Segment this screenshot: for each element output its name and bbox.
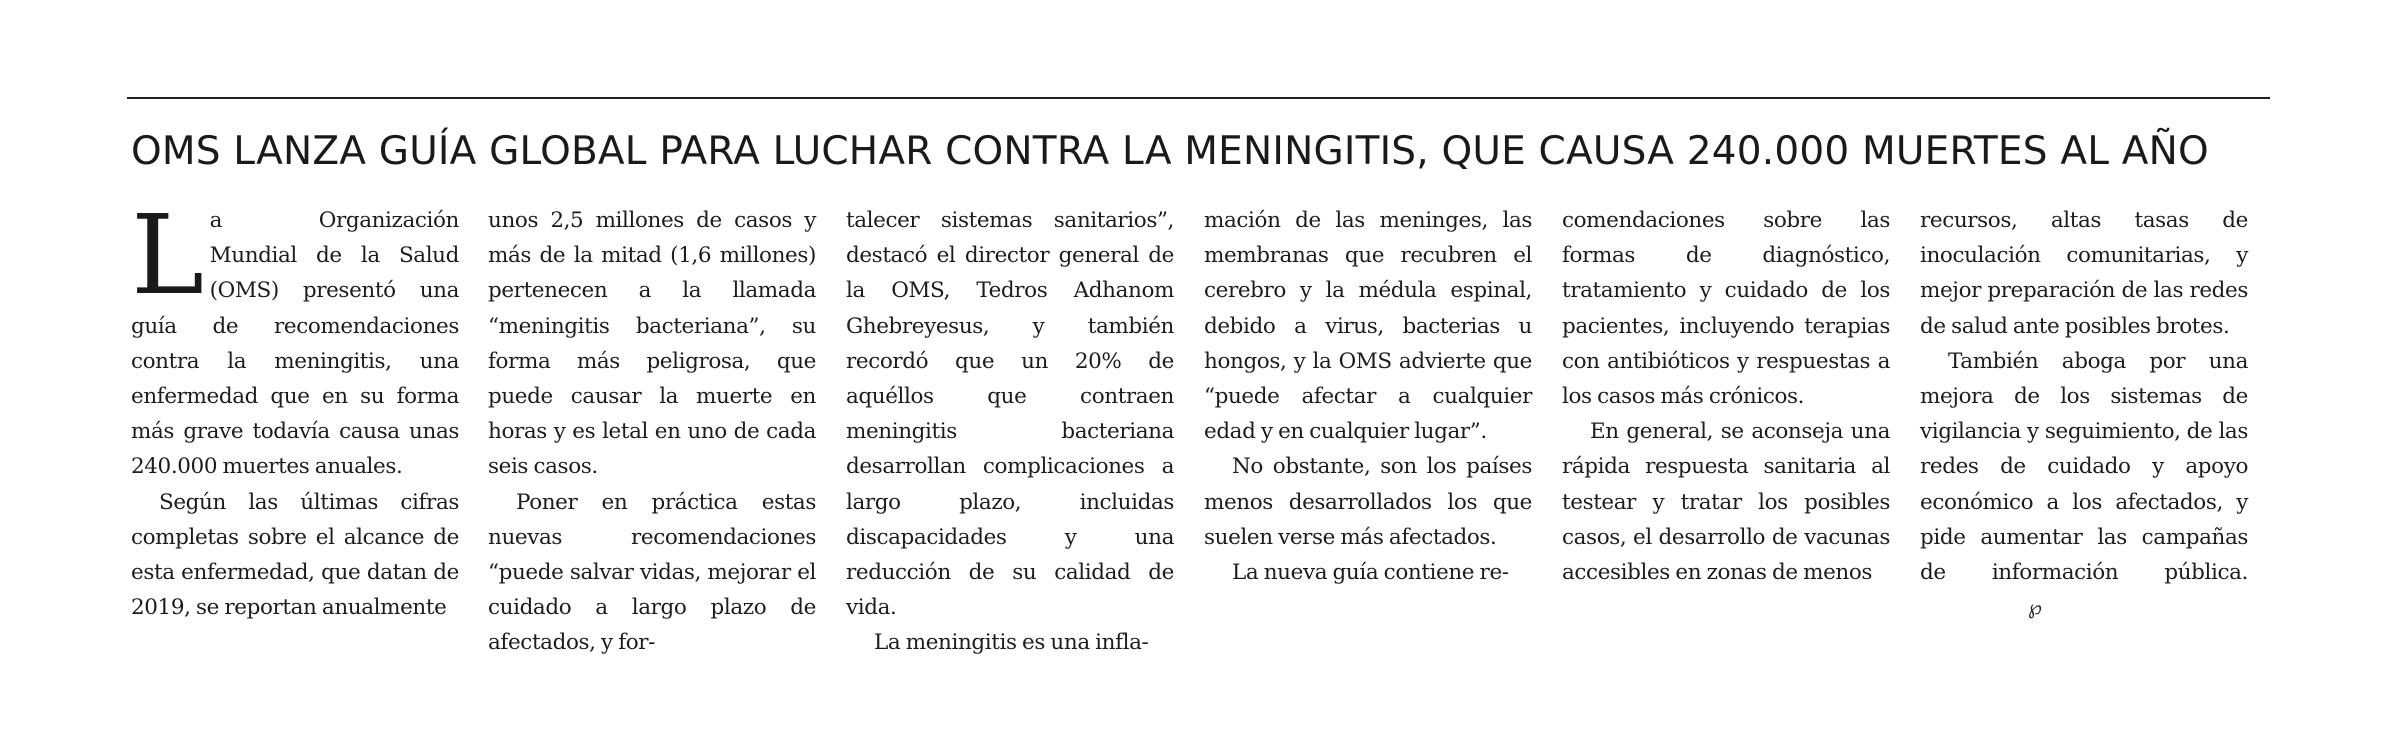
column-5 <box>1562 203 1890 590</box>
headline: OMS LANZA GUÍA GLOBAL PARA LUCHAR CONTRA LA MENINGITIS, QUE CAUSA 240.000 MUERTES AL AÑO <box>131 129 2209 174</box>
paragraph: La meningitis es una infla- <box>874 630 1149 656</box>
column-3 <box>846 203 1174 661</box>
paragraph: Poner en práctica estas nuevas recomendaciones “puede salvar vidas, mejorar el cuidado a largo plazo de afectados, y for- <box>488 489 816 656</box>
paragraph: mación de las meninges, las membranas que recubren el cerebro y la médula espinal, debido a virus, bacterias u hongos, y la OMS advierte que “puede afectar a cualquier edad y en cualquier lugar”. <box>1204 208 1532 445</box>
paragraph <box>131 191 459 485</box>
column-6 <box>1920 203 2248 625</box>
drop-cap: L <box>131 191 204 319</box>
paragraph: recursos, altas tasas de inoculación comunitarias, y mejor preparación de las redes de salud ante posibles brotes. <box>1920 208 2248 339</box>
article-body <box>131 191 2248 656</box>
paragraph: talecer sistemas sanitarios”, destacó el director general de la OMS, Tedros Adhanom Ghebreyesus, y también recordó que un 20% de aquéllos que contraen meningitis bacteriana desarrollan complicaciones a largo plazo, incluidas discapacidades y una reducción de su calidad de vida. <box>846 208 1174 621</box>
paragraph: unos 2,5 millones de casos y más de la mitad (1,6 millones) pertenecen a la llamada “meningitis bacteriana”, su forma más peligrosa, que puede causar la muerte en horas y es letal en uno de cada seis casos. <box>488 208 816 480</box>
paragraph: La nueva guía contiene re- <box>1232 560 1509 586</box>
column-2 <box>488 203 816 661</box>
top-rule <box>127 97 2270 99</box>
paragraph: Según las últimas cifras completas sobre el alcance de esta enfermedad, que datan de 2019, se reportan anualmente <box>131 489 459 621</box>
paragraph: comendaciones sobre las formas de diagnóstico, tratamiento y cuidado de los pacientes, incluyendo terapias con antibióticos y respuestas a los casos más crónicos. <box>1562 208 1890 410</box>
column-4 <box>1204 203 1532 590</box>
paragraph: No obstante, son los países menos desarrollados los que suelen verse más afectados. <box>1204 454 1532 550</box>
paragraph-text: También aboga por una mejora de los sistemas de vigilancia y seguimiento, de las redes de cuidado y apoyo económico a los afectados, y pide aumentar las campañas de información pública. <box>1920 348 2248 586</box>
paragraph <box>1920 344 2248 626</box>
column-1 <box>131 191 459 625</box>
end-of-article-icon: ℘ <box>2028 595 2042 620</box>
paragraph: En general, se aconseja una rápida respuesta sanitaria al testear y tratar los posibles casos, el desarrollo de vacunas accesibles en zonas de menos <box>1562 419 1890 586</box>
paragraph-text: a Organización Mundial de la Salud (OMS) presentó una guía de recomendaciones contra la meningitis, una enfermedad que en su forma más grave todavía causa unas 240.000 muertes anuales. <box>131 208 459 480</box>
